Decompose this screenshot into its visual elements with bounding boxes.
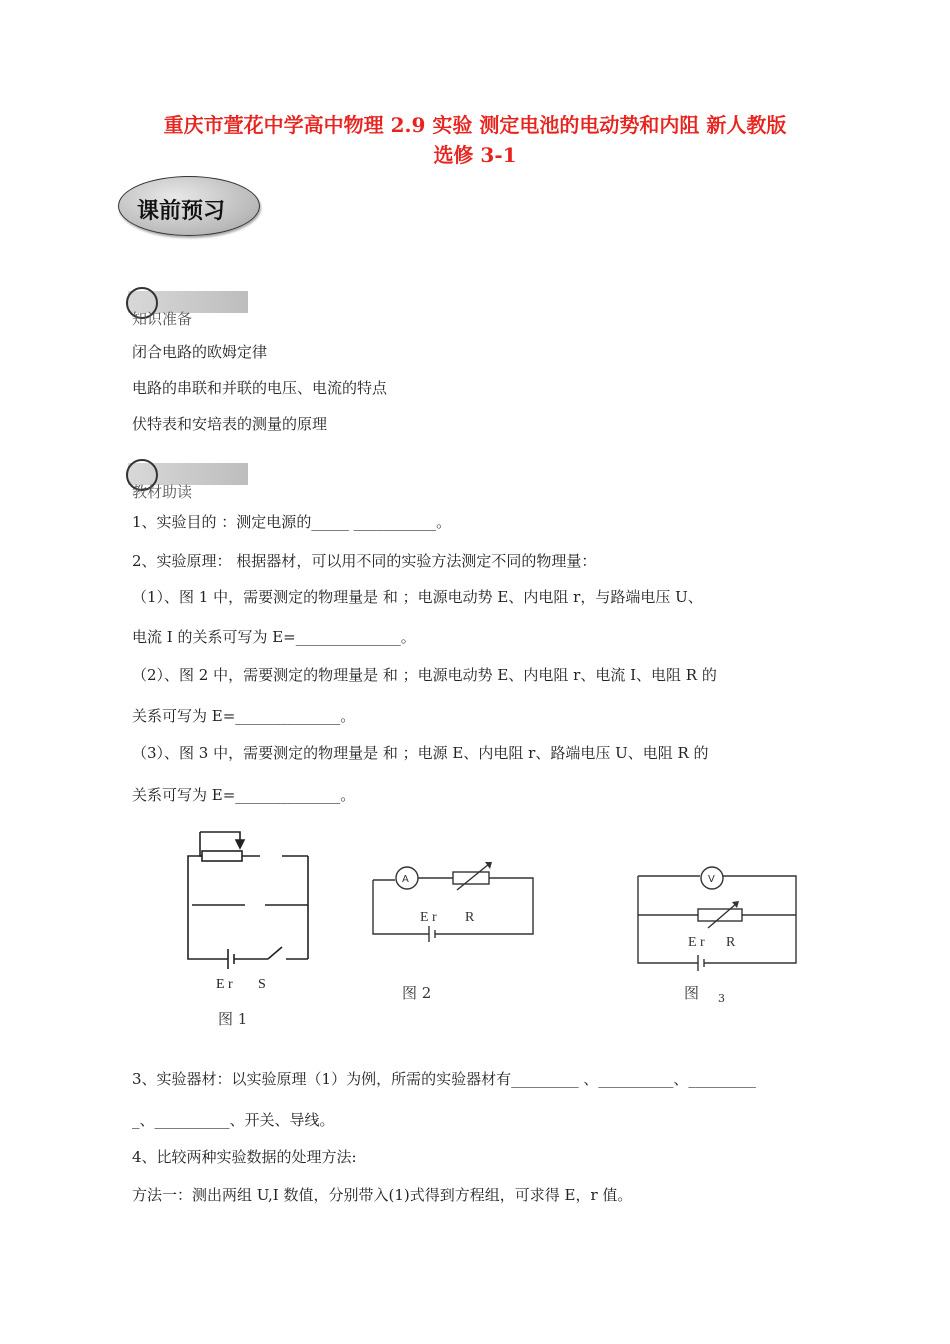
figure-1-caption: 图 1 (218, 1010, 248, 1028)
figure-1-circuit (180, 826, 320, 1001)
reading-line-5: （2）、图 2 中，需要测定的物理量是 和 ；电源电动势 E、内电阻 r、电流 I、电阻 R 的 (132, 666, 717, 684)
figure-2-circuit (365, 860, 540, 950)
figure-3-voltmeter-label: V (708, 874, 715, 885)
figure-3-circuit (628, 860, 808, 975)
figure-2-r-label: R (465, 910, 475, 925)
reading-line-8: 关系可写为 E=______________。 (132, 786, 356, 804)
section-reading-label: 教材助读 (132, 483, 193, 501)
figure-2-caption: 图 2 (402, 984, 432, 1002)
figure-3-caption: 图 (684, 984, 700, 1002)
knowledge-item-1: 闭合电路的欧姆定律 (132, 343, 268, 361)
figure-1-er-label: E r (216, 977, 233, 992)
method-compare-line: 4、比较两种实验数据的处理方法: (132, 1148, 357, 1166)
figure-3-caption-number: 3 (718, 992, 725, 1005)
title-line-1: 重庆市萱花中学高中物理 2.9 实验 测定电池的电动势和内阻 新人教版 (163, 113, 787, 137)
section-knowledge-label: 知识准备 (132, 310, 193, 328)
figure-3-r-label: R (726, 935, 736, 950)
method-one-line: 方法一：测出两组 U,I 数值，分别带入(1)式得到方程组，可求得 E，r 值。 (132, 1186, 633, 1204)
title-line-2: 选修 3-1 (433, 143, 517, 167)
equipment-line-1: 3、实验器材：以实验原理（1）为例，所需的实验器材有_________ 、__________、_________ (132, 1070, 756, 1088)
knowledge-item-2: 电路的串联和并联的电压、电流的特点 (132, 379, 388, 397)
reading-line-6: 关系可写为 E=______________。 (132, 707, 356, 725)
reading-line-3: （1）、图 1 中，需要测定的物理量是 和 ；电源电动势 E、内电阻 r，与路端电压 U、 (132, 588, 703, 606)
reading-line-1: 1、实验目的 ：测定电源的_____ ___________。 (132, 513, 452, 531)
reading-line-4: 电流 I 的关系可写为 E=______________。 (132, 628, 416, 646)
document-title (90, 110, 860, 170)
figure-1-s-label: S (258, 977, 266, 992)
equipment-line-2: _、__________、开关、导线。 (132, 1111, 335, 1129)
reading-line-2: 2、实验原理： 根据器材，可以用不同的实验方法测定不同的物理量： (132, 552, 597, 570)
preview-badge-label: 课前预习 (137, 199, 226, 224)
figure-3-er-label: E r (688, 935, 705, 950)
reading-line-7: （3）、图 3 中，需要测定的物理量是 和 ；电源 E、内电阻 r、路端电压 U、电阻 R 的 (132, 744, 709, 762)
figure-2-ammeter-label: A (402, 874, 409, 885)
figure-2-er-label: E r (420, 910, 437, 925)
knowledge-item-3: 伏特表和安培表的测量的原理 (132, 415, 328, 433)
